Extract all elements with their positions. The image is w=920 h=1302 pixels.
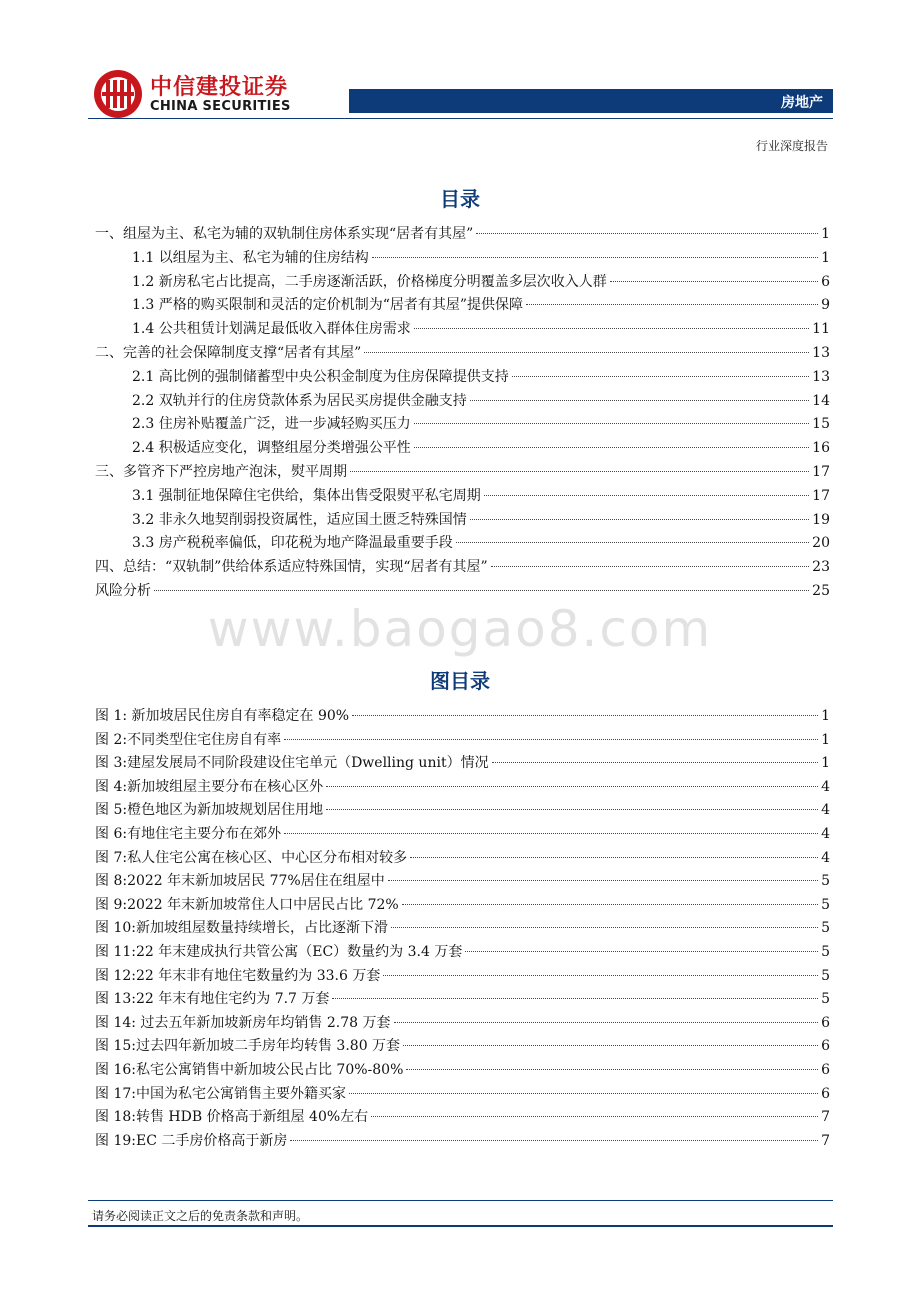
toc-entry-text: 3.1 强制征地保障住宅供给，集体出售受限熨平私宅周期 bbox=[132, 487, 481, 504]
toc-entry-page: 1 bbox=[821, 249, 830, 266]
sector-banner bbox=[349, 89, 833, 113]
figure-dot-leader bbox=[332, 998, 818, 999]
toc-entry[interactable] bbox=[95, 555, 830, 579]
figure-entry[interactable] bbox=[95, 822, 830, 846]
figure-dot-leader bbox=[371, 1116, 818, 1117]
watermark: www.baogao8.com bbox=[207, 600, 713, 658]
toc-entry-text: 2.2 双轨并行的住房贷款体系为居民买房提供金融支持 bbox=[132, 392, 467, 409]
figure-entry-text: 图 8:2022 年末新加坡居民 77%居住在组屋中 bbox=[95, 873, 385, 890]
figure-entry-text: 图 11:22 年末建成执行共管公寓（EC）数量约为 3.4 万套 bbox=[95, 944, 463, 960]
figure-entry-page: 7 bbox=[821, 1132, 830, 1149]
figure-dot-leader bbox=[349, 1093, 818, 1094]
footer-divider-top bbox=[88, 1200, 833, 1201]
brand-name-cn: 中信建投证券 bbox=[150, 75, 289, 100]
toc-entry-text: 3.3 房产税税率偏低，印花税为地产降温最重要手段 bbox=[132, 535, 453, 552]
toc-entry[interactable] bbox=[95, 460, 830, 484]
figure-entry-page: 5 bbox=[821, 991, 830, 1008]
toc-entry-text: 风险分析 bbox=[95, 583, 151, 599]
toc-dot-leader bbox=[476, 233, 818, 234]
figure-dot-leader bbox=[406, 1069, 818, 1070]
figure-entry-page: 6 bbox=[821, 1038, 830, 1055]
toc-entry-text: 三、多管齐下严控房地产泡沫，熨平周期 bbox=[95, 464, 347, 480]
figure-entry[interactable] bbox=[95, 987, 830, 1011]
figure-entry-page: 5 bbox=[821, 896, 830, 913]
figure-entry-text: 图 3:建屋发展局不同阶段建设住宅单元（Dwelling unit）情况 bbox=[95, 755, 489, 772]
toc-dot-leader bbox=[610, 281, 818, 282]
toc-dot-leader bbox=[372, 257, 818, 258]
toc-entry-page: 13 bbox=[812, 345, 830, 361]
toc-dot-leader bbox=[470, 519, 809, 520]
toc-entry[interactable] bbox=[132, 389, 830, 413]
figure-entry-page: 6 bbox=[821, 1062, 830, 1078]
figure-entry-page: 5 bbox=[821, 873, 830, 890]
toc-entry-text: 2.4 积极适应变化，调整组屋分类增强公平性 bbox=[132, 440, 411, 457]
figure-entry-page: 1 bbox=[821, 708, 830, 724]
figure-entry-page: 5 bbox=[821, 967, 830, 984]
figure-entry[interactable] bbox=[95, 940, 830, 964]
figure-entry-text: 图 4:新加坡组屋主要分布在核心区外 bbox=[95, 778, 324, 795]
toc-entry-page: 20 bbox=[812, 535, 830, 552]
figure-entry-page: 5 bbox=[821, 944, 830, 960]
toc-entry-text: 二、完善的社会保障制度支撑“居者有其屋” bbox=[95, 345, 362, 361]
figure-dot-leader bbox=[388, 880, 818, 881]
figure-dot-leader bbox=[326, 809, 818, 810]
toc-entry[interactable] bbox=[132, 484, 830, 508]
toc-entry-page: 15 bbox=[812, 416, 830, 433]
figure-entry[interactable] bbox=[95, 728, 830, 752]
toc-entry-page: 6 bbox=[821, 273, 830, 290]
toc-entry-page: 25 bbox=[812, 583, 830, 599]
figure-entry[interactable] bbox=[95, 1034, 830, 1058]
toc-entry-page: 9 bbox=[821, 297, 830, 314]
sector-label: 房地产 bbox=[781, 95, 823, 111]
figure-dot-leader bbox=[403, 1045, 818, 1046]
figure-entry[interactable] bbox=[95, 916, 830, 940]
toc-entry-page: 17 bbox=[812, 464, 830, 480]
figure-entry-text: 图 14: 过去五年新加坡新房年均销售 2.78 万套 bbox=[95, 1014, 391, 1031]
figure-dot-leader bbox=[492, 762, 819, 763]
figure-dot-leader bbox=[284, 739, 818, 740]
toc-entry-page: 13 bbox=[812, 368, 830, 385]
figure-entry[interactable] bbox=[95, 751, 830, 775]
toc-entry[interactable] bbox=[132, 317, 830, 341]
figure-dot-leader bbox=[465, 951, 818, 952]
toc-dot-leader bbox=[484, 495, 809, 496]
toc-entry-page: 17 bbox=[812, 487, 830, 504]
toc-entry[interactable] bbox=[132, 531, 830, 555]
toc-entry[interactable] bbox=[132, 365, 830, 389]
toc-dot-leader bbox=[470, 400, 809, 401]
toc-dot-leader bbox=[414, 423, 809, 424]
figure-entry-text: 图 18:转售 HDB 价格高于新组屋 40%左右 bbox=[95, 1109, 369, 1126]
figure-entry-text: 图 5:橙色地区为新加坡规划居住用地 bbox=[95, 802, 324, 819]
figure-entry-page: 4 bbox=[821, 849, 830, 866]
toc-title: 目录 bbox=[440, 187, 480, 211]
toc-dot-leader bbox=[364, 352, 809, 353]
toc-entry-text: 1.1 以组屋为主、私宅为辅的住房结构 bbox=[132, 249, 369, 266]
footer-divider-bottom bbox=[88, 1225, 833, 1227]
figure-entry-page: 1 bbox=[821, 755, 830, 772]
toc-dot-leader bbox=[414, 328, 809, 329]
china-securities-logo-icon bbox=[92, 68, 144, 120]
header-divider bbox=[88, 118, 833, 119]
figure-dot-leader bbox=[284, 833, 818, 834]
toc-dot-leader bbox=[491, 566, 810, 567]
figure-entry[interactable] bbox=[95, 1105, 830, 1129]
figure-entry[interactable] bbox=[95, 1058, 830, 1082]
figure-dot-leader bbox=[326, 786, 818, 787]
figure-entry-text: 图 7:私人住宅公寓在核心区、中心区分布相对较多 bbox=[95, 849, 408, 866]
toc-entry-text: 2.1 高比例的强制储蓄型中央公积金制度为住房保障提供支持 bbox=[132, 368, 509, 385]
toc-entry[interactable] bbox=[132, 270, 830, 294]
figure-entry[interactable] bbox=[95, 846, 830, 870]
figure-entry[interactable] bbox=[95, 704, 830, 728]
toc-dot-leader bbox=[456, 542, 809, 543]
figure-entry-text: 图 9:2022 年末新加坡常住人口中居民占比 72% bbox=[95, 896, 399, 913]
toc-entry[interactable] bbox=[95, 341, 830, 365]
figure-entry-page: 5 bbox=[821, 920, 830, 937]
figure-entry-page: 6 bbox=[821, 1014, 830, 1031]
figure-entry-text: 图 6:有地住宅主要分布在郊外 bbox=[95, 826, 282, 842]
figure-entry-text: 图 15:过去四年新加坡二手房年均转售 3.80 万套 bbox=[95, 1038, 401, 1055]
toc-entry-page: 23 bbox=[812, 559, 830, 576]
figure-dot-leader bbox=[410, 857, 818, 858]
toc-entry-text: 1.4 公共租赁计划满足最低收入群体住房需求 bbox=[132, 321, 411, 338]
toc-entry[interactable] bbox=[132, 293, 830, 317]
figure-entry[interactable] bbox=[95, 798, 830, 822]
toc-entry[interactable] bbox=[95, 222, 830, 246]
figure-entry[interactable] bbox=[95, 1129, 830, 1153]
report-type-label: 行业深度报告 bbox=[755, 139, 828, 153]
toc-dot-leader bbox=[154, 590, 809, 591]
figure-entry[interactable] bbox=[95, 869, 830, 893]
figure-entry-text: 图 12:22 年末非有地住宅数量约为 33.6 万套 bbox=[95, 967, 381, 984]
figure-dot-leader bbox=[394, 1022, 819, 1023]
toc-entry-page: 14 bbox=[812, 392, 830, 409]
toc-entry-page: 19 bbox=[812, 511, 830, 528]
toc-entry[interactable] bbox=[132, 436, 830, 460]
figure-entry-text: 图 17:中国为私宅公寓销售主要外籍买家 bbox=[95, 1085, 346, 1102]
toc-dot-leader bbox=[414, 447, 809, 448]
figure-entry-text: 图 13:22 年末有地住宅约为 7.7 万套 bbox=[95, 991, 330, 1008]
toc-entry-text: 1.3 严格的购买限制和灵活的定价机制为“居者有其屋”提供保障 bbox=[132, 297, 524, 314]
figure-entry-page: 6 bbox=[821, 1085, 830, 1102]
figure-entry[interactable] bbox=[95, 1082, 830, 1106]
figure-dot-leader bbox=[391, 927, 818, 928]
figure-entry-page: 4 bbox=[821, 802, 830, 819]
figure-entry-page: 4 bbox=[821, 826, 830, 842]
figure-entry[interactable] bbox=[95, 964, 830, 988]
figure-entry-page: 7 bbox=[821, 1109, 830, 1126]
figure-entry-page: 4 bbox=[821, 778, 830, 795]
figure-entry[interactable] bbox=[95, 775, 830, 799]
figure-dot-leader bbox=[352, 715, 818, 716]
toc-dot-leader bbox=[512, 376, 809, 377]
figure-dot-leader bbox=[383, 975, 818, 976]
figure-entry-text: 图 16:私宅公寓销售中新加坡公民占比 70%-80% bbox=[95, 1062, 404, 1078]
toc-dot-leader bbox=[526, 304, 818, 305]
footer-disclaimer: 请务必阅读正文之后的免责条款和声明。 bbox=[92, 1209, 309, 1223]
toc-entry-text: 1.2 新房私宅占比提高，二手房逐渐活跃，价格梯度分明覆盖多层次收入人群 bbox=[132, 273, 607, 290]
toc-entry-text: 四、总结：“双轨制”供给体系适应特殊国情，实现“居者有其屋” bbox=[95, 559, 488, 576]
figure-entry-text: 图 1: 新加坡居民住房自有率稳定在 90% bbox=[95, 708, 350, 724]
toc-entry-text: 一、组屋为主、私宅为辅的双轨制住房体系实现“居者有其屋” bbox=[95, 226, 474, 242]
toc-entry-page: 16 bbox=[812, 440, 830, 457]
figure-entry-page: 1 bbox=[821, 731, 830, 748]
toc-entry[interactable] bbox=[132, 508, 830, 532]
figure-entry-text: 图 2:不同类型住宅住房自有率 bbox=[95, 731, 282, 748]
toc-entry-text: 2.3 住房补贴覆盖广泛，进一步减轻购买压力 bbox=[132, 416, 411, 433]
brand-name-en: CHINA SECURITIES bbox=[150, 99, 291, 114]
figure-entry[interactable] bbox=[95, 1011, 830, 1035]
toc-entry[interactable] bbox=[132, 246, 830, 270]
figure-dot-leader bbox=[402, 904, 818, 905]
figure-dot-leader bbox=[290, 1140, 818, 1141]
toc-entry-text: 3.2 非永久地契削弱投资属性，适应国土匮乏特殊国情 bbox=[132, 511, 467, 528]
toc-dot-leader bbox=[350, 471, 809, 472]
figure-entry-text: 图 19:EC 二手房价格高于新房 bbox=[95, 1132, 288, 1149]
figure-entry-text: 图 10:新加坡组屋数量持续增长，占比逐渐下滑 bbox=[95, 920, 388, 937]
figure-entry[interactable] bbox=[95, 893, 830, 917]
figure-list-title: 图目录 bbox=[430, 669, 490, 693]
toc-entry-page: 1 bbox=[821, 226, 830, 242]
toc-entry[interactable] bbox=[132, 412, 830, 436]
toc-entry-page: 11 bbox=[812, 321, 830, 338]
